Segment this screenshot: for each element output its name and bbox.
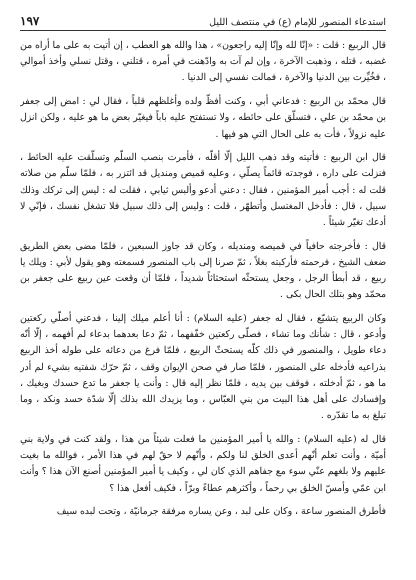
page-header: [20, 8, 386, 31]
paragraph-6: قال له (عليه السلام) : والله يا أمير المؤمنين ما فعلت شيئاً من هذا ، ولقد كنت في ولاية بني أميّة ، وأنت تعلم أنّهم أعدى الخلق لنا ولكم ، وأنّهم لا حقّ لهم في هذا الأمر ، فوالله ما بغيت عليهم ولا بلغهم عنّي سوء مع جفاهم الذي كان لي ، وكيف يا أمير المؤمنين أصنع الآن هذا ؟ وأنت ابن عمّي وأمسّ الخلق بي رحماً ، وأكثرهم عطاءً وبرّاً ، فكيف أفعل هذا ؟: [20, 433, 386, 494]
page-number: ١٩٧: [20, 14, 40, 28]
page-body: [20, 38, 386, 574]
paragraph-1: قال الربيع : قلت : «إنّا لله وإنّا إليه راجعون» ، هذا والله هو العطب ، إن أتيت به على ما أراه من غضبه ، قتله ، وذهبت الآخرة ، وإن لم آت به وادّهنت في أمره ، قتلني ، وقتل نسلي وأخذ أموالي ، فخُيِّرت بين الدنيا والآخرة ، فمالت نفسي إلى الدنيا .: [20, 40, 386, 84]
paragraph-5: وكان الربيع يتشيّع ، فقال له جعفر (عليه السلام) : أنا أعلم ميلك إلينا ، فدعني أصلّي ركعتين وأدعو ، قال : شأنك وما تشاء ، فصلّى ركعتين خفّفهما ، ثمّ دعا بعدهما بدعاء لم أفهمه ، إلّا أنّه دعاء طويل ، والمنصور في ذلك كلّه يستحثّ الربيع ، فلمّا فرغ من دعائه على طوله أخذ الربيع بذراعيه فأدخله على المنصور ، فلمّا صار في صحن الإيوان وقف ، ثمّ حرّك شفتيه بشيء لم أدر ما هو ، ثمّ أدخلته ، فوقف بين يديه ، فلمّا نظر إليه قال : وأنت يا جعفر ما تدع حسدك وبغيك ، وإفسادك على أهل هذا البيت من بني العبّاس ، وما يزيدك الله بذلك إلّا شدّة حسد ونكد ، وما تبلغ به ما تقدّره .: [20, 313, 386, 422]
paragraph-7: فأطرق المنصور ساعة ، وكان على لبد ، وعن يساره مرفقة جرمانيّة ، وتحت لبده سيف: [56, 506, 386, 518]
paragraph-3: قال ابن الربيع : فأتيته وقد ذهب الليل إلّا أقلّه ، فأمرت بنصب السلّم وتسلّقت عليه الحائط ، فنزلت على داره ، فوجدته قائماً يصلّي ، وعليه قميص ومنديل قد ائتزر به ، فلمّا سلّم من صلاته قلت له : أجب أمير المؤمنين ، فقال : دعني أدعو وألبس ثيابي ، فقلت له : ليس إلى تركك وذلك سبيل ، قال : فأدخل المغتسل وأتطهّر ، قلت : وليس إلى ذلك سبيل فلا تشغل نفسك ، فإنّي لا أدعك تغيّر شيئاً .: [20, 152, 386, 229]
running-title: استدعاء المنصور للإمام (ع) في منتصف الليل: [209, 17, 386, 28]
paragraph-2: قال محمّد بن الربيع : فدعاني أبي ، وكنت أفظّ ولده وأغلظهم قلباً ، فقال لي : امض إلى جعفر بن محمّد بن علي ، فتسلّق على حائطه ، ولا تستفتح عليه باباً فيغيّر بعض ما هو عليه ، ولكن انزل عليه نزولاً ، فأت به على الحال التي هو فيها .: [20, 96, 386, 140]
paragraph-4: قال : فأخرجته حافياً في قميصه ومنديله ، وكان قد جاوز السبعين ، فلمّا مضى بعض الطريق ضعف الشيخ ، فرحمته فأركبته بغلاً ، ثمّ صرنا إلى باب المنصور فسمعته وهو يقول لأبي : ويلك يا ربيع ، قد أبطأ الرجل ، وجعل يستحثّه استحثاثاً شديداً ، فلمّا أن وقعت عين ربيع على جعفر بن محمّد وهو بتلك الحال بكى .: [20, 240, 386, 301]
